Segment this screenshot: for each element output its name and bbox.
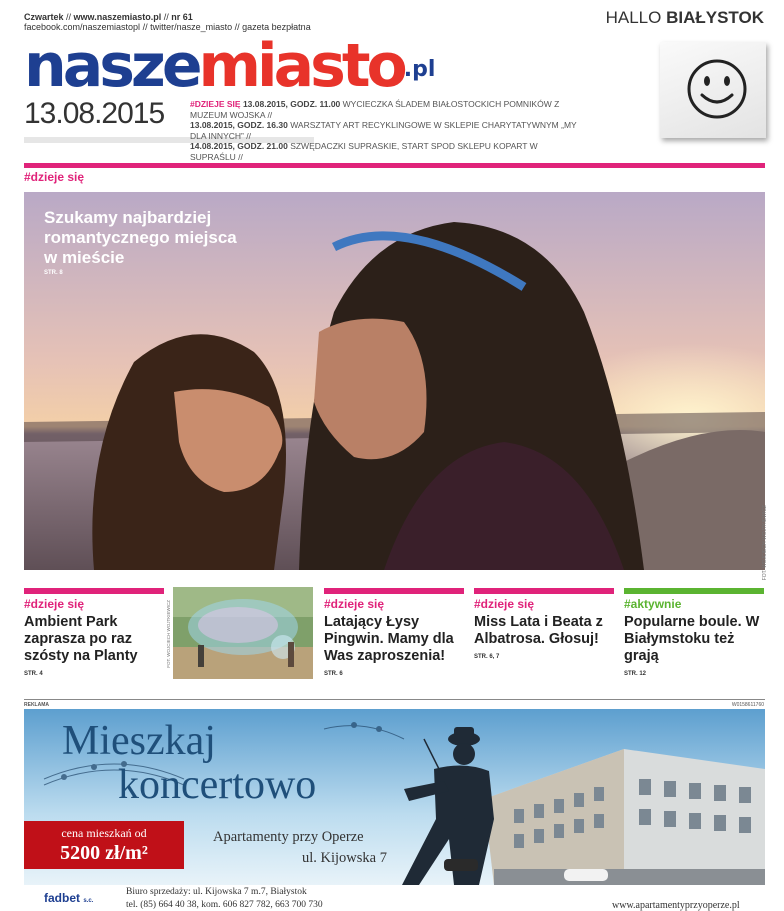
ad-price-box[interactable]	[24, 821, 184, 869]
ad-code: W0158611760	[731, 702, 764, 708]
bubbles-photo	[173, 587, 313, 679]
logo-part-nasze: nasze	[24, 31, 199, 101]
event-item	[190, 141, 585, 162]
teaser-page-ref: STR. 6, 7	[474, 654, 500, 660]
teaser-color-bar	[324, 588, 464, 594]
teaser-tag: #dzieje się	[324, 597, 385, 611]
logo-part-pl: .pl	[403, 57, 436, 82]
company-name: fadbet	[44, 891, 80, 905]
sticky-note	[660, 42, 766, 138]
meta-line-2: facebook.com/naszemiastopl // twitter/nasze_miasto // gazeta bezpłatna	[24, 22, 311, 32]
meta-line-1: Czwartek // www.naszemiasto.pl // nr 61	[24, 12, 193, 22]
site-link[interactable]: www.naszemiasto.pl	[73, 12, 162, 22]
event-item	[190, 120, 585, 141]
facebook-link[interactable]: facebook.com/naszemiastopl	[24, 22, 141, 32]
event-text: SZWĘDACZKI SUPRASKIE, START SPOD SKLEPU KOPART W SUPRAŚLU //	[190, 141, 538, 162]
ad-divider	[24, 699, 765, 700]
event-text: WARSZTATY ART RECYKLINGOWE W SKLEPIE CHARYTATYWNYM „MY DLA INNYCH” //	[190, 120, 577, 141]
hero-page-ref: STR. 8	[44, 270, 63, 276]
sales-office: Biuro sprzedaży: ul. Kijowska 7 m.7, Białystok	[126, 887, 307, 897]
hallo-prefix: HALLO	[605, 8, 662, 27]
teaser-title[interactable]: Popularne boule. W Białymstoku też grają	[624, 614, 760, 664]
teaser-tag: #dzieje się	[24, 597, 85, 611]
price-value: 5200 zł/m²	[60, 842, 148, 864]
hallo-city	[606, 8, 764, 28]
logo-part-miasto: miasto	[198, 31, 404, 101]
teaser-title[interactable]: Miss Lata i Beata z Albatrosa. Głosuj!	[474, 614, 603, 647]
teaser-lysy-pingwin[interactable]	[324, 588, 464, 677]
issue-number: nr 61	[171, 12, 193, 22]
ad-subtitle: Apartamenty przy Operze	[213, 829, 364, 845]
event-date: 13.08.2015, GODZ. 16.30	[190, 120, 288, 130]
issue-date: 13.08.2015	[24, 97, 165, 130]
sales-phones: tel. (85) 664 40 38, kom. 606 827 782, 663 700 730	[126, 900, 323, 910]
teaser-boule[interactable]	[624, 588, 764, 677]
thumb-photo-credit: FOT. WOJCIECH WOJTKIEWICZ	[166, 600, 171, 668]
teaser-tag: #dzieje się	[474, 597, 535, 611]
teaser-title[interactable]: Ambient Park zaprasza po raz szósty na Planty	[24, 614, 138, 664]
fadbet-logo	[44, 891, 93, 905]
event-text: WYCIECZKA ŚLADEM BIAŁOSTOCKICH POMNIKÓW Z MUZEUM WOJSKA //	[190, 99, 560, 120]
ad-headline-1: Mieszkaj	[62, 718, 216, 764]
ad-website-link[interactable]: www.apartamentyprzyoperze.pl	[612, 900, 740, 911]
city-name: BIAŁYSTOK	[666, 8, 764, 27]
event-label: #DZIEJE SIĘ	[190, 99, 241, 109]
events-list	[190, 99, 585, 162]
hero-title[interactable]: Szukamy najbardziej romantycznego miejsca w mieście	[44, 208, 237, 267]
teaser-tag: #aktywnie	[624, 597, 682, 611]
event-item	[190, 99, 585, 120]
event-date: 13.08.2015, GODZ. 11.00	[242, 99, 341, 109]
section-tag[interactable]: #dzieje się	[24, 170, 85, 184]
ad-label: REKLAMA	[24, 702, 49, 708]
free-paper-note: gazeta bezpłatna	[242, 22, 311, 32]
company-suffix: s.c.	[83, 898, 94, 904]
teaser-color-bar	[24, 588, 164, 594]
twitter-link[interactable]: twitter/nasze_miasto	[150, 22, 233, 32]
ad-address: ul. Kijowska 7	[302, 850, 387, 866]
section-rule	[24, 163, 765, 168]
teaser-title[interactable]: Latający Łysy Pingwin. Mamy dla Was zaproszenia!	[324, 614, 454, 664]
teaser-page-ref: STR. 4	[24, 671, 43, 677]
event-date: 14.08.2015, GODZ. 21.00	[190, 141, 288, 151]
teaser-color-bar	[624, 588, 764, 594]
teaser-miss-lata[interactable]	[474, 588, 614, 660]
ad-headline-2: koncertowo	[118, 762, 317, 808]
smiley-icon	[660, 42, 766, 138]
teaser-color-bar	[474, 588, 614, 594]
teaser-page-ref: STR. 12	[624, 671, 647, 677]
teaser-page-ref: STR. 6	[324, 671, 343, 677]
hero-photo-credit: FOT. WOJCIECH WOJTKIEWICZ	[762, 505, 768, 581]
price-caption: cena mieszkań od	[61, 826, 147, 840]
teaser-thumbnail[interactable]	[173, 587, 313, 679]
day-name: Czwartek	[24, 12, 64, 22]
teaser-ambient-park[interactable]	[24, 588, 164, 677]
